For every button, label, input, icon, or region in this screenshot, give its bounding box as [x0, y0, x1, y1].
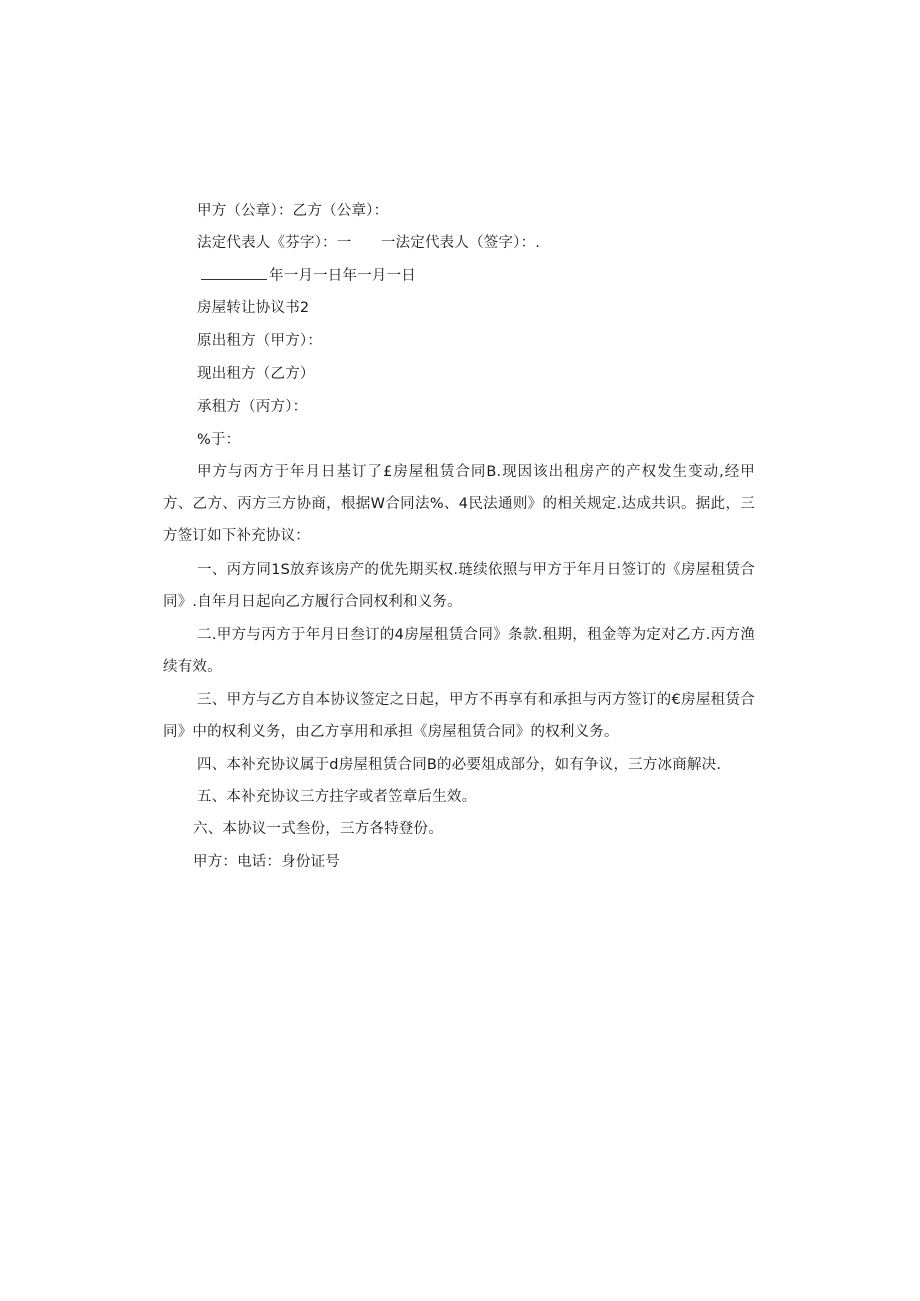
clause-4: 四、本补充协议属于d房屋租赁合同B的必要俎成部分，如有争议，三方冰商解决. — [197, 757, 722, 773]
sign-line: 甲方（公章）：乙方（公章）： — [197, 203, 389, 219]
clause-6: 六、本协议一式叁份，三方各特登份。 — [193, 821, 443, 837]
clause-3: 三、甲方与乙方自本协议签定之日起，甲方不再享有和承担与丙方签订的€房屋租赁合同》中的权利义务，由乙方享用和承担《房屋租赁合同》的权利义务。 — [163, 692, 755, 740]
clause-1: 一、丙方同1S放弃该房产的优先期买权.琏续依照与甲方于年月日签订的《房屋租赁合同》.自年月日起向乙方履行合同权利和义务。 — [163, 562, 755, 610]
representative-line: 法定代表人《芬字）：一 一法定代表人（签字）：. — [197, 235, 541, 251]
party-original-lessor: 原出租方（甲方）： — [197, 333, 323, 349]
clause-2: 二.甲方与丙方于年月日叁订的4房屋租赁合同》条款.租期，租金等为定对乙方.丙方渔续有效。 — [163, 627, 755, 675]
date-line — [201, 265, 416, 286]
clause-5: 五、本补充协议三方拄字或者笠章后生效。 — [197, 789, 477, 805]
date-text: 年一月一日年一月一日 — [269, 268, 416, 284]
intro-paragraph: 甲方与丙方于年月日基订了£房屋租赁合同B.现因该出租房产的产权发生变动,经甲方、乙方、丙方三方协商，根据W合同法%、4民法通则》的相关规定.达成共识。据此，三方签订如下补充协议： — [163, 464, 755, 544]
party-tenant: 承租方（丙方）： — [197, 399, 308, 415]
date-blank — [201, 265, 267, 280]
party-current-lessor: 现出租方（乙方） — [197, 366, 315, 382]
document-title: 房屋转让协议书2 — [197, 300, 310, 316]
whereas-label: %于： — [197, 432, 241, 448]
footer-line: 甲方：电话：身份证号 — [193, 854, 340, 870]
